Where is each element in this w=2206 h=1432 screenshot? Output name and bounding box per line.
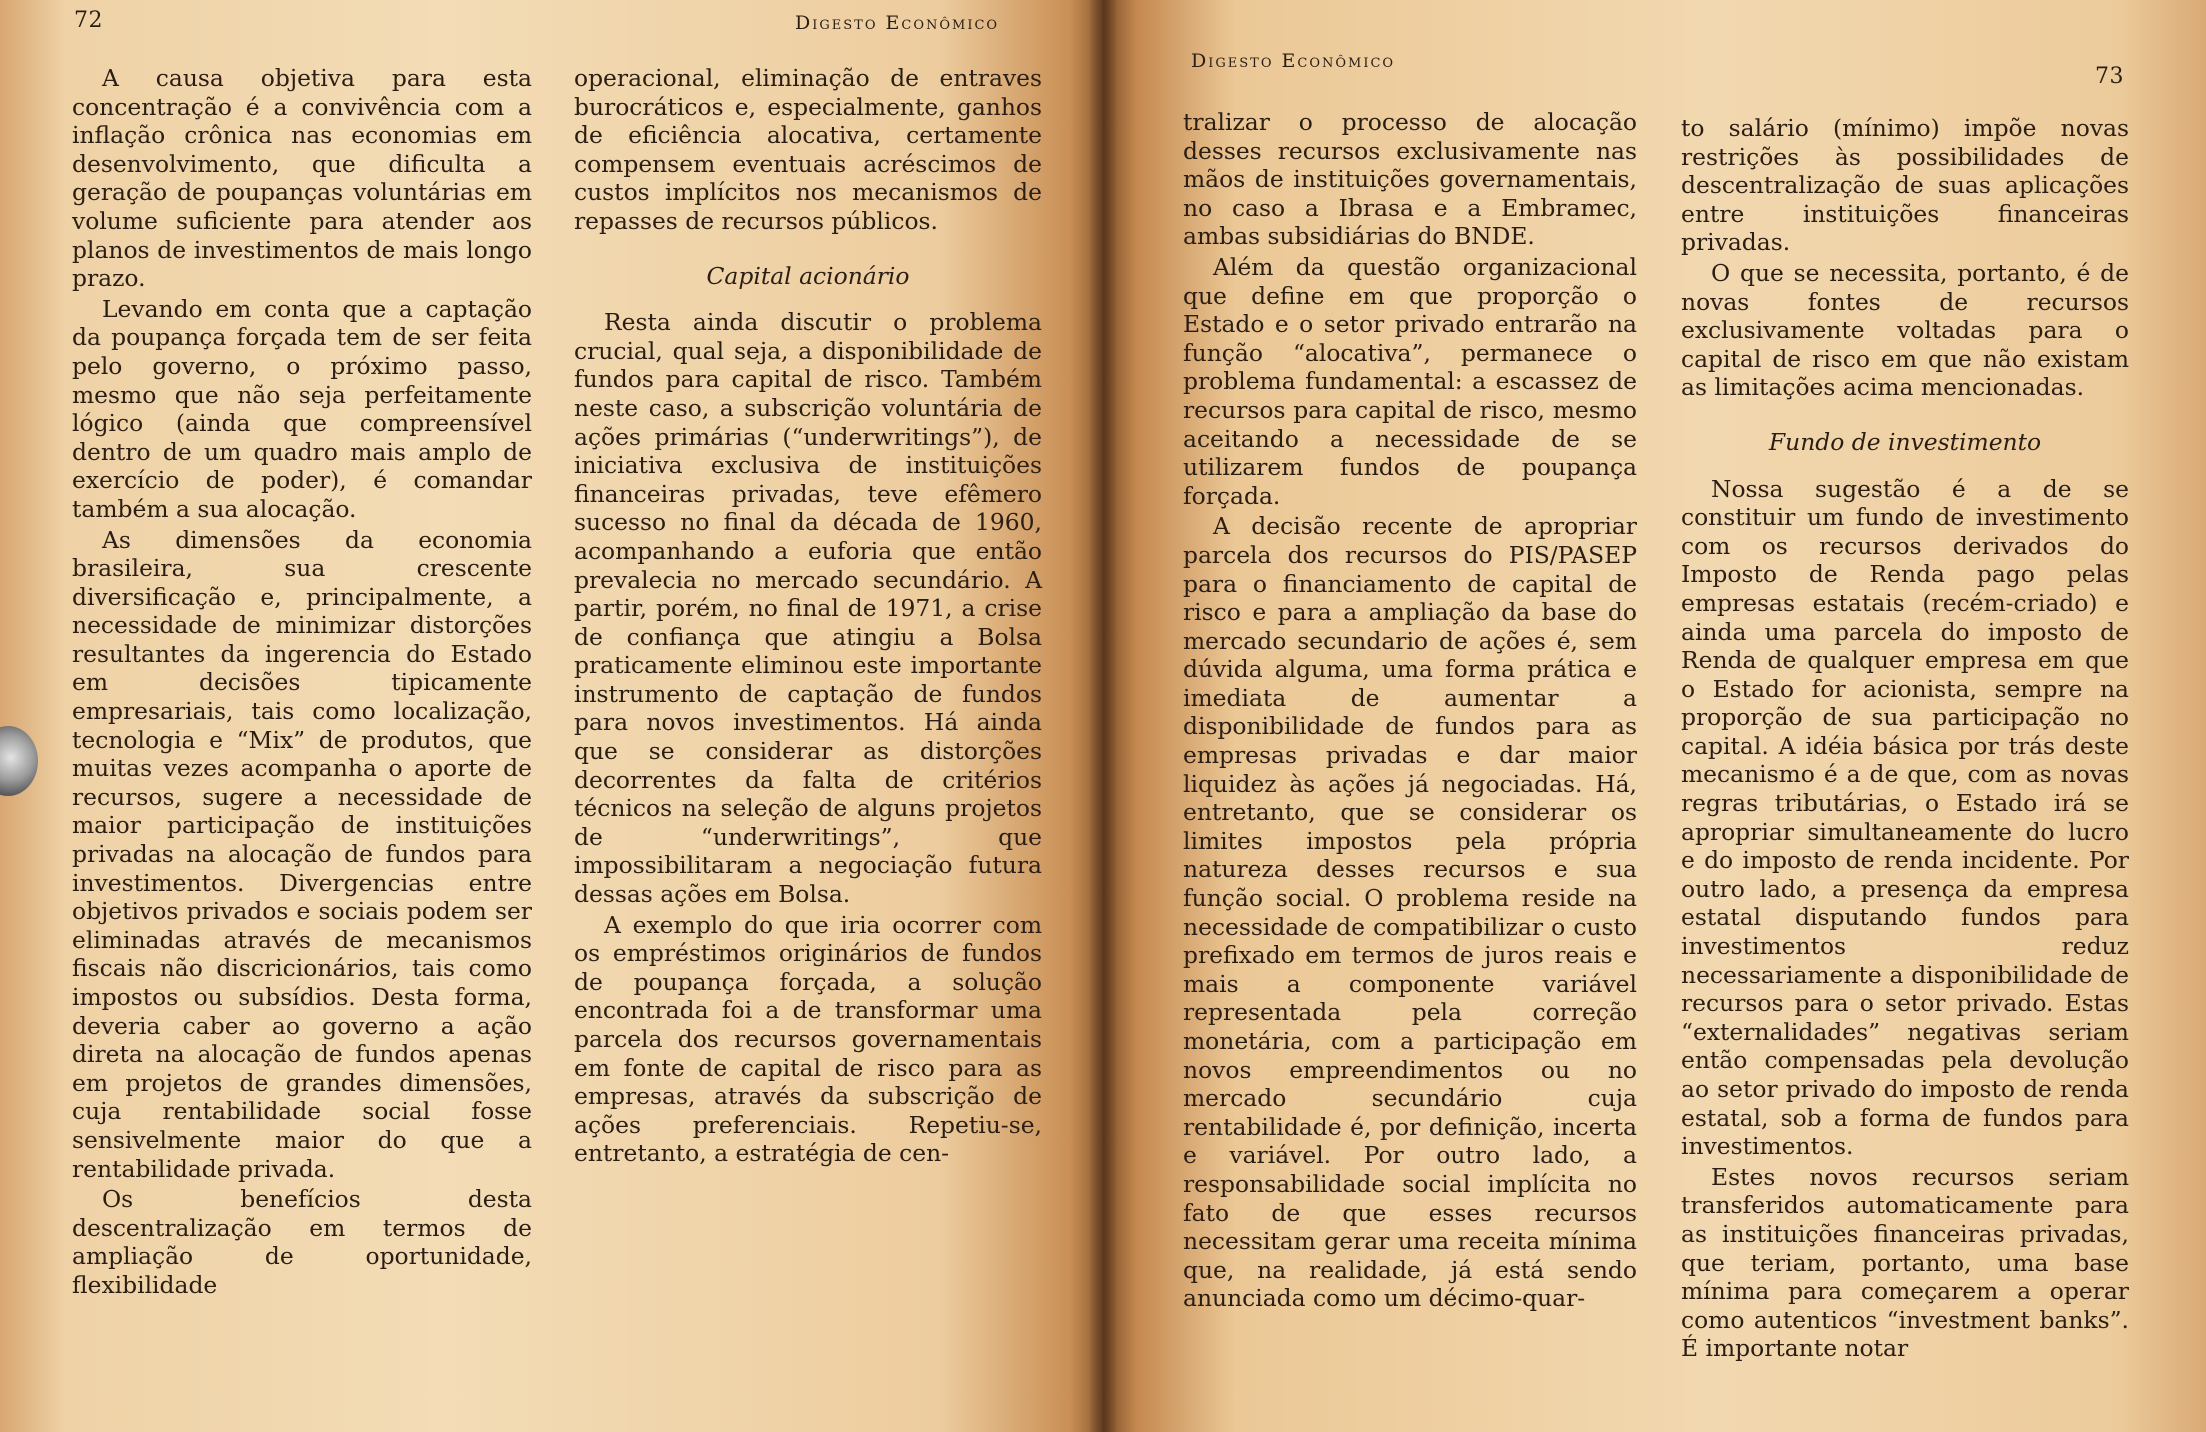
paragraph: Além da questão organizacional que define em que proporção o Estado e o setor privado entrarão na função “alocativa”, permanece o problema fundamental: a escassez de recursos para capital de risco, mesmo aceitando a necessidade de se utilizarem fundos de poupança forçada. (1183, 252, 1637, 510)
paragraph: A exemplo do que iria ocorrer com os empréstimos originários de fundos de poupança forçada, a solução encontrada foi a de transformar uma parcela dos recursos governamentais em fonte de capital de risco para as empresas, através da subscrição de ações preferenciais. Repetiu-se, entretanto, a estratégia de cen- (574, 910, 1042, 1168)
paragraph: operacional, eliminação de entraves burocráticos e, especialmente, ganhos de eficiência alocativa, certamente compensem eventuais acréscimos de custos implícitos nos mecanismos de repasses de recursos públicos. (574, 64, 1042, 235)
right-column-1 (1183, 108, 1637, 1313)
paragraph: A causa objetiva para esta concentração é a convivência com a inflação crônica nas economias em desenvolvimento, que dificulta a geração de poupanças voluntárias em volume suficiente para atender aos planos de investimentos de mais longo prazo. (72, 64, 532, 293)
section-heading: Fundo de investimento (1768, 427, 2042, 456)
page-number: 72 (74, 8, 103, 33)
paragraph: tralizar o processo de alocação desses recursos exclusivamente nas mãos de instituições governamentais, no caso a Ibrasa e a Embramec, ambas subsidiárias do BNDE. (1183, 108, 1637, 251)
paragraph: Estes novos recursos seriam transferidos automaticamente para as instituições financeiras privadas, que teriam, portanto, uma base mínima para começarem a operar como autenticos “investment banks”. É importante notar (1681, 1162, 2129, 1363)
left-column-1 (72, 64, 532, 1300)
paragraph: O que se necessita, portanto, é de novas fontes de recursos exclusivamente voltadas para o capital de risco em que não existam as limitações acima mencionadas. (1681, 258, 2129, 402)
paragraph: A decisão recente de apropriar parcela dos recursos do PIS/PASEP para o financiamento de capital de risco e para a ampliação da base do mercado secundario de ações é, sem dúvida alguma, uma forma prática e imediata de aumentar a disponibilidade de fundos para as empresas privadas e dar maior liquidez às ações já negociadas. Há, entretanto, que se considerar os limites impostos pela própria natureza desses recursos e sua função social. O problema reside na necessidade de compatibilizar o custo prefixado em termos de juros reais e mais a componente variável representada pela correção monetária, com a participação em novos empreendimentos ou no mercado secundário cuja rentabilidade é, por definição, incerta e variável. Por outro lado, a responsabilidade social implícita no fato de que esses recursos necessitam gerar uma receita mínima que, na realidade, já está sendo anunciada como um décimo-quar- (1183, 512, 1637, 1313)
right-page (1103, 0, 2206, 1432)
running-head: Digesto Econômico (795, 12, 1000, 34)
paragraph: As dimensões da economia brasileira, sua crescente diversificação e, principalmente, a necessidade de minimizar distorções resultantes da ingerencia do Estado em decisões tipicamente empresariais, tais como localização, tecnologia e “Mix” de produtos, que muitas vezes acompanha o aporte de recursos, sugere a necessidade de maior participação de instituições privadas na alocação de fundos para investimentos. Divergencias entre objetivos privados e sociais podem ser eliminadas através de mecanismos fiscais não discricionários, tais como impostos ou subsídios. Desta forma, deveria caber ao governo a ação direta na alocação de fundos apenas em projetos de grandes dimensões, cuja rentabilidade social fosse sensivelmente maior do que a rentabilidade privada. (72, 525, 532, 1183)
book-gutter (1088, 0, 1118, 1432)
right-column-2 (1681, 114, 2129, 1363)
paragraph: Os benefícios desta descentralização em termos de ampliação de oportunidade, flexibilidade (72, 1185, 532, 1299)
paragraph: Levando em conta que a captação da poupança forçada tem de ser feita pelo governo, o próximo passo, mesmo que não seja perfeitamente lógico (ainda que compreensível dentro de um quadro mais amplo de exercício de poder), é comandar também a sua alocação. (72, 294, 532, 523)
section-heading: Capital acionário (706, 261, 910, 290)
binding-hole (0, 726, 38, 796)
paragraph: to salário (mínimo) impõe novas restrições às possibilidades de descentralização de suas aplicações entre instituições financeiras privadas. (1681, 114, 2129, 257)
left-column-2 (574, 64, 1042, 1168)
paragraph: Resta ainda discutir o problema crucial, qual seja, a disponibilidade de fundos para capital de risco. Também neste caso, a subscrição voluntária de ações primárias (“underwritings”), de iniciativa exclusiva de instituições financeiras privadas, teve efêmero sucesso no final da década de 1960, acompanhando a euforia que então prevalecia no mercado secundário. A partir, porém, no final de 1971, a crise de confiança que atingiu a Bolsa praticamente eliminou este importante instrumento de captação de fundos para novos investimentos. Há ainda que se considerar as distorções decorrentes da falta de critérios técnicos na seleção de alguns projetos de “underwritings”, que impossibilitaram a negociação futura dessas ações em Bolsa. (574, 308, 1042, 909)
running-head: Digesto Econômico (1191, 50, 1396, 72)
paragraph: Nossa sugestão é a de se constituir um fundo de investimento com os recursos derivados do Imposto de Renda pago pelas empresas estatais (recém-criado) e ainda uma parcela do imposto de Renda de qualquer empresa em que o Estado for acionista, sempre na proporção de sua participação no capital. A idéia básica por trás deste mecanismo é a de que, com as novas regras tributárias, o Estado irá se apropriar simultaneamente do lucro e do imposto de renda incidente. Por outro lado, a presença da empresa estatal disputando fundos para investimentos reduz necessariamente a disponibilidade de recursos para o setor privado. Estas “externalidades” negativas seriam então compensadas pela devolução ao setor privado do imposto de renda estatal, sob a forma de fundos para investimentos. (1681, 474, 2129, 1161)
page-number: 73 (2095, 64, 2124, 89)
